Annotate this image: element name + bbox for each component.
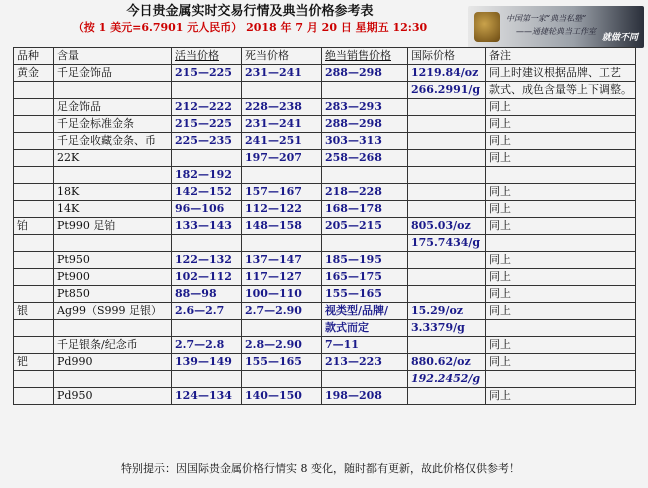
cell-category <box>14 388 54 405</box>
logo-line-1: 中国第一家“典当私塾” <box>506 14 587 23</box>
cell-content: 22K <box>54 150 172 167</box>
cell-dead-price: 140—150 <box>242 388 322 405</box>
cell-content: 千足金饰品 <box>54 65 172 82</box>
cell-intl-price <box>408 286 486 303</box>
table-row <box>14 201 636 218</box>
cell-sale-price: 213—223 <box>322 354 408 371</box>
cell-intl-price <box>408 184 486 201</box>
cell-content <box>54 371 172 388</box>
cell-intl-price: 3.3379/g <box>408 320 486 337</box>
cell-note <box>486 167 636 184</box>
cell-dead-price: 2.7—2.90 <box>242 303 322 320</box>
page-title: 今日贵金属实时交易行情及典当价格参考表 <box>126 4 374 19</box>
cell-live-price: 212—222 <box>172 99 242 116</box>
cell-sale-price: 288—298 <box>322 65 408 82</box>
cell-sale-price: 视类型/品牌/ <box>322 303 408 320</box>
cell-live-price: 2.7—2.8 <box>172 337 242 354</box>
cell-category: 钯 <box>14 354 54 371</box>
cell-category: 铂 <box>14 218 54 235</box>
cell-live-price: 139—149 <box>172 354 242 371</box>
cell-sale-price: 7—11 <box>322 337 408 354</box>
cell-intl-price <box>408 252 486 269</box>
footer-notice: 特别提示：因国际贵金属价格行情实 8 变化，随时都有更新，故此价格仅供参考！ <box>121 462 520 475</box>
cell-note: 同上 <box>486 99 636 116</box>
cell-content: Pt900 <box>54 269 172 286</box>
table-row <box>14 167 636 184</box>
cell-category <box>14 235 54 252</box>
cell-intl-price <box>408 388 486 405</box>
cell-intl-price: 1219.84/oz <box>408 65 486 82</box>
cell-live-price <box>172 150 242 167</box>
cell-live-price: 88—98 <box>172 286 242 303</box>
cell-dead-price: 137—147 <box>242 252 322 269</box>
cell-note: 同上 <box>486 150 636 167</box>
table-row <box>14 218 636 235</box>
cell-live-price: 2.6—2.7 <box>172 303 242 320</box>
cell-dead-price <box>242 371 322 388</box>
cell-intl-price: 15.29/oz <box>408 303 486 320</box>
cell-category <box>14 320 54 337</box>
table-row <box>14 269 636 286</box>
cell-note: 款式、成色含量等上下调整。 <box>486 82 636 99</box>
table-row <box>14 252 636 269</box>
cell-note: 同上 <box>486 388 636 405</box>
cell-dead-price: 231—241 <box>242 65 322 82</box>
cell-category <box>14 150 54 167</box>
cell-content: Pt850 <box>54 286 172 303</box>
cell-sale-price: 205—215 <box>322 218 408 235</box>
table-row <box>14 116 636 133</box>
cell-note: 同上 <box>486 354 636 371</box>
logo-line-2: ——通捷轮典当工作室 <box>516 27 596 36</box>
cell-dead-price: 157—167 <box>242 184 322 201</box>
cell-content <box>54 82 172 99</box>
cell-dead-price: 148—158 <box>242 218 322 235</box>
cell-content: 千足金收藏金条、币 <box>54 133 172 150</box>
cell-sale-price: 303—313 <box>322 133 408 150</box>
cell-intl-price: 192.2452/g <box>408 371 486 388</box>
cell-note <box>486 371 636 388</box>
cell-intl-price <box>408 133 486 150</box>
cell-dead-price: 112—122 <box>242 201 322 218</box>
header-note: 备注 <box>486 48 636 65</box>
cell-note: 同上 <box>486 337 636 354</box>
cell-category <box>14 337 54 354</box>
cell-category: 黄金 <box>14 65 54 82</box>
cell-category <box>14 252 54 269</box>
header-live-pawn-price: 活当价格 <box>172 48 242 65</box>
table-row <box>14 133 636 150</box>
cell-dead-price: 231—241 <box>242 116 322 133</box>
header-dead-pawn-price: 死当价格 <box>242 48 322 65</box>
cell-intl-price <box>408 201 486 218</box>
cell-dead-price <box>242 82 322 99</box>
exchange-rate-date: （按 1 美元=6.7901 元人民币） 2018 年 7 月 20 日 星期五 12:30 <box>72 21 428 34</box>
cell-intl-price <box>408 150 486 167</box>
cell-live-price: 102—112 <box>172 269 242 286</box>
cell-content: Pd990 <box>54 354 172 371</box>
cell-dead-price: 228—238 <box>242 99 322 116</box>
cell-sale-price: 185—195 <box>322 252 408 269</box>
cell-category <box>14 82 54 99</box>
cell-category <box>14 133 54 150</box>
header-sale-price: 绝当销售价格 <box>322 48 408 65</box>
cell-sale-price <box>322 371 408 388</box>
cell-intl-price <box>408 337 486 354</box>
cell-note: 同上时建议根据品牌、工艺 <box>486 65 636 82</box>
cell-content: 千足银条/纪念币 <box>54 337 172 354</box>
cell-dead-price: 197—207 <box>242 150 322 167</box>
cell-intl-price: 175.7434/g <box>408 235 486 252</box>
cell-intl-price <box>408 99 486 116</box>
cell-sale-price: 288—298 <box>322 116 408 133</box>
cell-live-price: 96—106 <box>172 201 242 218</box>
cell-category: 银 <box>14 303 54 320</box>
cell-category <box>14 269 54 286</box>
cell-category <box>14 99 54 116</box>
cell-sale-price <box>322 82 408 99</box>
cell-live-price: 215—225 <box>172 65 242 82</box>
table-row <box>14 286 636 303</box>
table-row <box>14 99 636 116</box>
cell-content: 千足金标准金条 <box>54 116 172 133</box>
table-row <box>14 388 636 405</box>
cell-intl-price: 805.03/oz <box>408 218 486 235</box>
table-row <box>14 354 636 371</box>
cell-live-price: 215—225 <box>172 116 242 133</box>
cell-content <box>54 235 172 252</box>
cell-sale-price: 款式而定 <box>322 320 408 337</box>
table-row <box>14 65 636 82</box>
cell-content: Pd950 <box>54 388 172 405</box>
cell-intl-price <box>408 116 486 133</box>
table-row <box>14 337 636 354</box>
cell-content: Ag99（S999 足银） <box>54 303 172 320</box>
cell-note: 同上 <box>486 303 636 320</box>
cell-note: 同上 <box>486 201 636 218</box>
cell-live-price: 122—132 <box>172 252 242 269</box>
header-category: 品种 <box>14 48 54 65</box>
table-row <box>14 184 636 201</box>
table-row <box>14 371 636 388</box>
cell-live-price: 124—134 <box>172 388 242 405</box>
logo-slogan: 就做不同 <box>601 33 638 43</box>
brand-logo <box>468 6 644 48</box>
cell-sale-price <box>322 235 408 252</box>
cell-note: 同上 <box>486 184 636 201</box>
cell-sale-price <box>322 167 408 184</box>
cell-dead-price: 117—127 <box>242 269 322 286</box>
cell-content: Pt990 足铂 <box>54 218 172 235</box>
cell-category <box>14 184 54 201</box>
cell-sale-price: 218—228 <box>322 184 408 201</box>
cell-live-price: 142—152 <box>172 184 242 201</box>
cell-dead-price: 100—110 <box>242 286 322 303</box>
cell-sale-price: 283—293 <box>322 99 408 116</box>
cell-live-price: 182—192 <box>172 167 242 184</box>
cell-dead-price <box>242 167 322 184</box>
table-row <box>14 320 636 337</box>
logo-emblem-icon <box>474 12 500 42</box>
cell-note: 同上 <box>486 116 636 133</box>
cell-dead-price: 2.8—2.90 <box>242 337 322 354</box>
cell-note: 同上 <box>486 252 636 269</box>
cell-note: 同上 <box>486 286 636 303</box>
table-row <box>14 150 636 167</box>
cell-category <box>14 201 54 218</box>
cell-sale-price: 165—175 <box>322 269 408 286</box>
header-intl-price: 国际价格 <box>408 48 486 65</box>
cell-live-price <box>172 371 242 388</box>
cell-category <box>14 116 54 133</box>
cell-live-price: 225—235 <box>172 133 242 150</box>
cell-intl-price: 880.62/oz <box>408 354 486 371</box>
cell-content <box>54 320 172 337</box>
cell-intl-price: 266.2991/g <box>408 82 486 99</box>
cell-live-price <box>172 82 242 99</box>
table-row <box>14 303 636 320</box>
cell-dead-price <box>242 235 322 252</box>
cell-content: 足金饰品 <box>54 99 172 116</box>
cell-note: 同上 <box>486 218 636 235</box>
cell-intl-price <box>408 167 486 184</box>
cell-note <box>486 320 636 337</box>
cell-dead-price: 155—165 <box>242 354 322 371</box>
cell-note: 同上 <box>486 269 636 286</box>
header-content: 含量 <box>54 48 172 65</box>
cell-live-price <box>172 320 242 337</box>
cell-dead-price: 241—251 <box>242 133 322 150</box>
price-table <box>13 47 636 405</box>
cell-content: Pt950 <box>54 252 172 269</box>
table-row <box>14 235 636 252</box>
cell-live-price: 133—143 <box>172 218 242 235</box>
cell-note <box>486 235 636 252</box>
cell-sale-price: 258—268 <box>322 150 408 167</box>
cell-category <box>14 286 54 303</box>
cell-category <box>14 167 54 184</box>
cell-content <box>54 167 172 184</box>
cell-dead-price <box>242 320 322 337</box>
cell-category <box>14 371 54 388</box>
header-block <box>60 4 440 35</box>
cell-live-price <box>172 235 242 252</box>
cell-content: 14K <box>54 201 172 218</box>
cell-sale-price: 155—165 <box>322 286 408 303</box>
cell-intl-price <box>408 269 486 286</box>
table-row <box>14 82 636 99</box>
cell-sale-price: 198—208 <box>322 388 408 405</box>
header-row <box>14 48 636 65</box>
cell-content: 18K <box>54 184 172 201</box>
cell-note: 同上 <box>486 133 636 150</box>
cell-sale-price: 168—178 <box>322 201 408 218</box>
